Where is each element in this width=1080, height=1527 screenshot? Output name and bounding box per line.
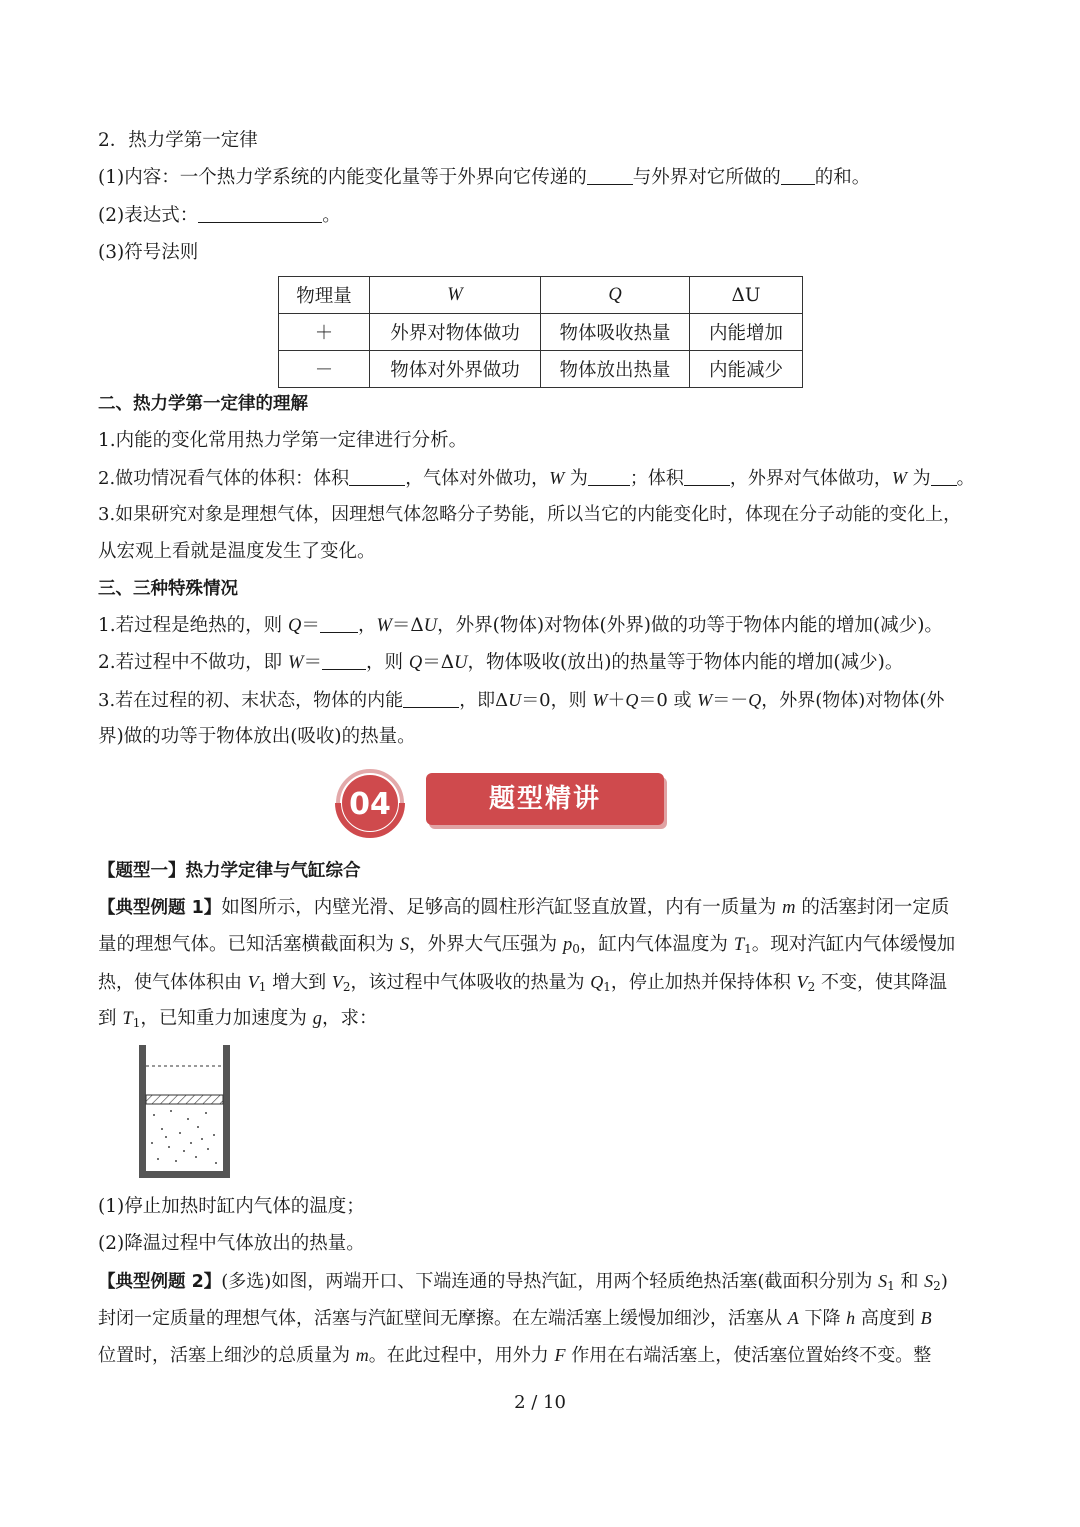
fill-blank (931, 467, 957, 486)
sign-rule-table (278, 276, 803, 388)
question-1: (1)停止加热时缸内气体的温度； (98, 1196, 365, 1217)
table-cell: － (279, 351, 370, 388)
part2-p3-line1: 3.如果研究对象是理想气体，因理想气体忽略分子势能，所以当它的内能变化时，体现在分子动能的变化上， (98, 504, 962, 525)
table-cell: 物体吸收热量 (541, 314, 690, 351)
sign-rule-title: (3)符号法则 (98, 242, 199, 263)
question-2: (2)降温过程中气体放出的热量。 (98, 1233, 365, 1254)
table-cell: 内能减少 (690, 351, 803, 388)
section-title: 2．热力学第一定律 (98, 130, 258, 151)
example1-line4: 到 $T_1$，已知重力加速度为 g，求： (98, 1008, 378, 1030)
table-cell: W (370, 277, 541, 314)
section-number-badge (330, 767, 410, 839)
example2-line2: 封闭一定质量的理想气体，活塞与汽缸壁间无摩擦。在左端活塞上缓慢加细沙，活塞从 A 下降 h 高度到 B (98, 1308, 932, 1329)
table-cell: 物体对外界做功 (370, 351, 541, 388)
cylinder-diagram (136, 1043, 236, 1181)
cylinder-wall-right (223, 1045, 230, 1178)
part2-p1: 1.内能的变化常用热力学第一定律进行分析。 (98, 430, 468, 451)
table-cell: 内能增加 (690, 314, 803, 351)
fill-blank (198, 204, 322, 223)
fill-blank (684, 467, 730, 486)
section-number: 04 (349, 787, 391, 822)
part3-case2: 2.若过程中不做功，即 W＝ ，则 Q＝ΔU，物体吸收(放出)的热量等于物体内能的增加(减少)。 (98, 652, 904, 673)
fill-blank (588, 467, 630, 486)
gas-particles (151, 1110, 217, 1164)
page-number: 2 / 10 (514, 1392, 566, 1413)
table-cell: 物理量 (279, 277, 370, 314)
cylinder-wall-left (139, 1045, 146, 1178)
example2-line1: 【典型例题 2】(多选)如图，两端开口、下端连通的导热汽缸，用两个轻质绝热活塞(截面积分别为 $S_1$ 和 $S_2$) (98, 1271, 948, 1293)
table-header-row (279, 277, 803, 314)
type1-heading: 【题型一】热力学定律与气缸综合 (98, 861, 361, 881)
fill-blank (403, 689, 459, 708)
fill-blank (349, 467, 405, 486)
fill-blank (587, 166, 633, 185)
part2-p3-line2: 从宏观上看就是温度发生了变化。 (98, 541, 376, 562)
table-cell: Q (541, 277, 690, 314)
part3-heading: 三、三种特殊情况 (98, 579, 238, 599)
part3-case3: 3.若在过程的初、末状态，物体的内能 ，即ΔU＝0，则 W＋Q＝0 或 W＝－Q，外界(物体)对物体(外 (98, 690, 945, 711)
section-banner-title: 题型精讲 (426, 773, 664, 825)
example1-line2: 量的理想气体。已知活塞横截面积为 S，外界大气压强为 $p_0$，缸内气体温度为 $T_1$。现对汽缸内气体缓慢加 (98, 934, 956, 956)
table-cell: 物体放出热量 (541, 351, 690, 388)
fill-blank (322, 651, 366, 670)
part3-case1: 1.若过程是绝热的，则 Q＝ ，W＝ΔU，外界(物体)对物体(外界)做的功等于物体内能的增加(减少)。 (98, 615, 943, 636)
example1-line3: 热，使气体体积由 $V_1$ 增大到 $V_2$，该过程中气体吸收的热量为 $Q_1$，停止加热并保持体积 $V_2$ 不变，使其降温 (98, 972, 947, 994)
table-cell: 外界对物体做功 (370, 314, 541, 351)
part3-case3-line2: 界)做的功等于物体放出(吸收)的热量。 (98, 726, 416, 747)
first-law-expression: (2)表达式： 。 (98, 205, 341, 226)
fill-blank (320, 614, 358, 633)
table-cell: ＋ (279, 314, 370, 351)
fill-blank (781, 166, 815, 185)
table-row (279, 351, 803, 388)
first-law-content: (1)内容：一个热力学系统的内能变化量等于外界向它传递的 与外界对它所做的 的和。 (98, 167, 871, 188)
table-row (279, 314, 803, 351)
part2-heading: 二、热力学第一定律的理解 (98, 394, 308, 414)
example2-line3: 位置时，活塞上细沙的总质量为 m。在此过程中，用外力 F 作用在右端活塞上，使活塞位置始终不变。整 (98, 1345, 932, 1366)
piston (146, 1095, 223, 1104)
example1-line1: 【典型例题 1】如图所示，内壁光滑、足够高的圆柱形汽缸竖直放置，内有一质量为 m 的活塞封闭一定质 (98, 897, 950, 918)
part2-p2: 2.做功情况看气体的体积：体积 ，气体对外做功，W 为 ；体积 ，外界对气体做功，W 为 。 (98, 468, 975, 489)
cylinder-bottom (139, 1171, 230, 1178)
table-cell: ΔU (690, 277, 803, 314)
